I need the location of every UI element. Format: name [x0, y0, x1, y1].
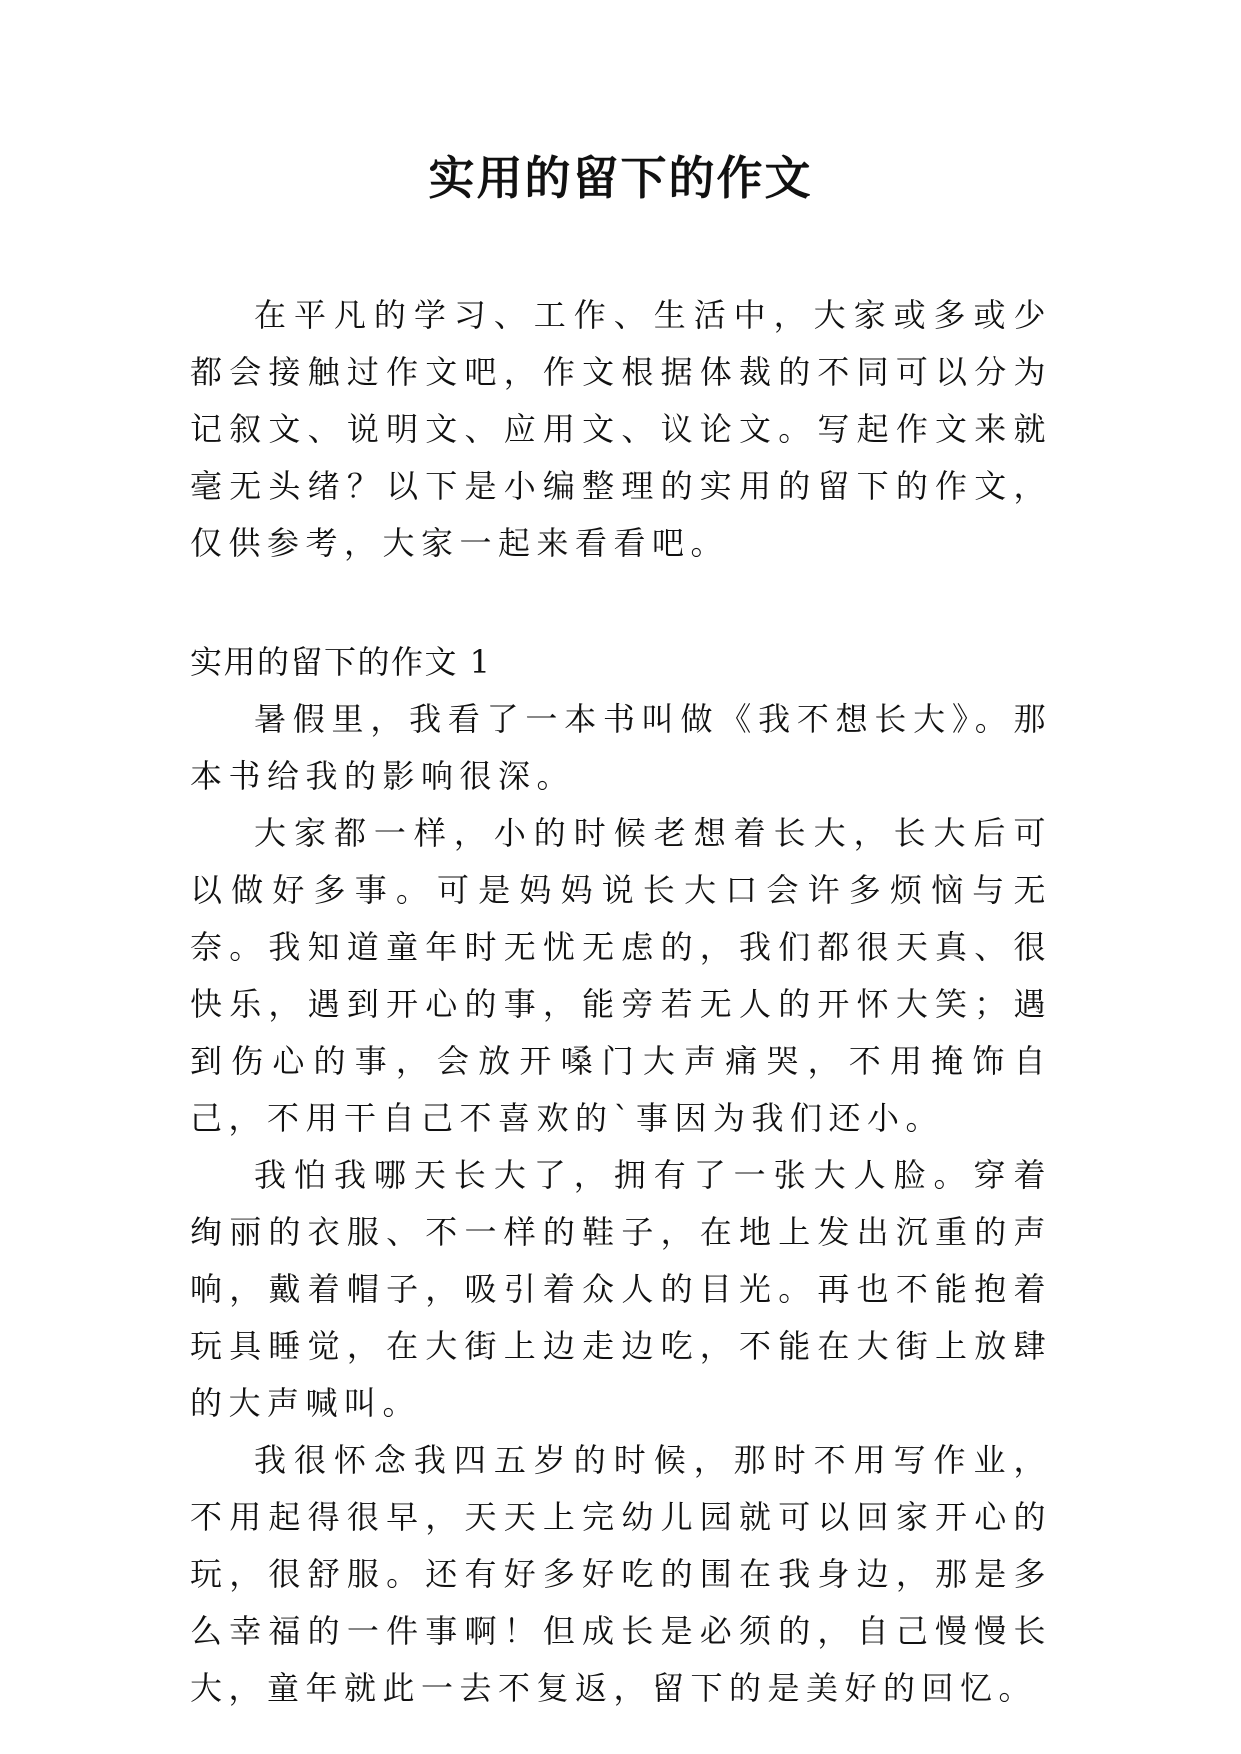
document-title: 实用的留下的作文	[428, 151, 813, 205]
body-paragraph: 我很怀念我四五岁的时候，那时不用写作业，不用起得很早，天天上完幼儿园就可以回家开心的玩，很舒服。还有好多好吃的围在我身边，那是多么幸福的一件事啊！但成长是必须的，自己慢慢长大，童年就此一去不复返，留下的是美好的回忆。	[190, 1441, 1052, 1707]
document-body	[190, 287, 1052, 1717]
body-paragraph: 我怕我哪天长大了，拥有了一张大人脸。穿着绚丽的衣服、不一样的鞋子，在地上发出沉重的声响，戴着帽子，吸引着众人的目光。再也不能抱着玩具睡觉，在大街上边走边吃，不能在大街上放肆的大声喊叫。	[190, 1156, 1052, 1422]
intro-paragraph: 在平凡的学习、工作、生活中，大家或多或少都会接触过作文吧，作文根据体裁的不同可以分为记叙文、说明文、应用文、议论文。写起作文来就毫无头绪？以下是小编整理的实用的留下的作文，仅供参考，大家一起来看看吧。	[190, 296, 1052, 562]
body-paragraph: 暑假里，我看了一本书叫做《我不想长大》。那本书给我的影响很深。	[190, 700, 1052, 795]
body-paragraph: 大家都一样，小的时候老想着长大，长大后可以做好多事。可是妈妈说长大口会许多烦恼与无奈。我知道童年时无忧无虑的，我们都很天真、很快乐，遇到开心的事，能旁若无人的开怀大笑；遇到伤心的事，会放开嗓门大声痛哭，不用掩饰自己，不用干自己不喜欢的`事因为我们还小。	[190, 814, 1052, 1137]
section-heading: 实用的留下的作文 1	[190, 643, 492, 681]
